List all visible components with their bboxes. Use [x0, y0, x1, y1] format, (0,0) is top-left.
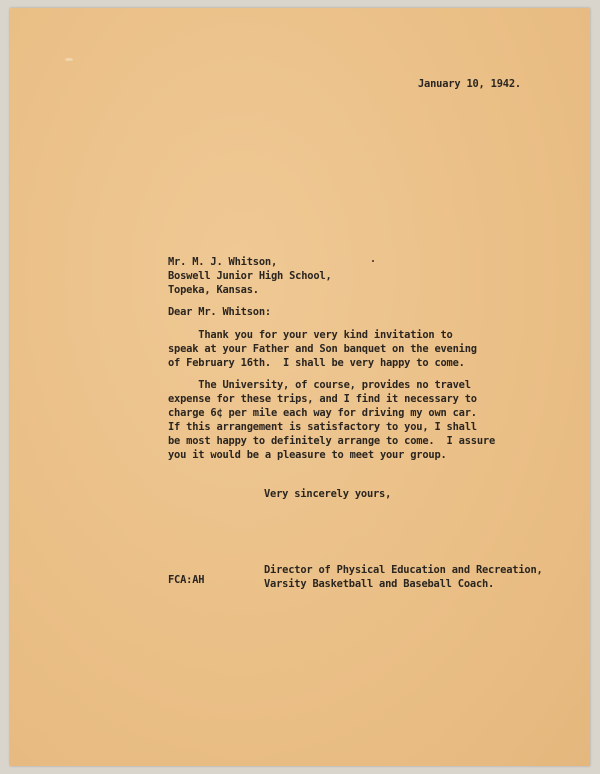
- paragraph1-line2: speak at your Father and Son banquet on the evening: [168, 343, 477, 355]
- address-line-city: Topeka, Kansas.: [168, 284, 259, 296]
- typist-initials: FCA:AH: [168, 574, 205, 586]
- paragraph2-line6: you it would be a pleasure to meet your group.: [168, 449, 447, 461]
- paragraph2-line5: be most happy to definitely arrange to come. I assure: [168, 435, 496, 447]
- closing: Very sincerely yours,: [264, 488, 392, 500]
- address-line-school: Boswell Junior High School,: [168, 270, 332, 282]
- paragraph1-line3: of February 16th. I shall be very happy to come.: [168, 357, 465, 369]
- ink-speck: [372, 260, 374, 262]
- paragraph2-line2: expense for these trips, and I find it necessary to: [168, 393, 477, 405]
- signature-title-line1: Director of Physical Education and Recreation,: [264, 564, 543, 576]
- paragraph1-line1: Thank you for your very kind invitation to: [168, 329, 453, 341]
- signature-title-line2: Varsity Basketball and Baseball Coach.: [264, 578, 495, 590]
- salutation: Dear Mr. Whitson:: [168, 306, 271, 318]
- paper-scuff: [65, 58, 73, 61]
- paragraph2-line3: charge 6¢ per mile each way for driving my own car.: [168, 407, 477, 419]
- letter-page: [10, 8, 590, 766]
- letter-date: January 10, 1942.: [418, 78, 521, 90]
- address-line-name: Mr. M. J. Whitson,: [168, 256, 278, 268]
- paragraph2-line4: If this arrangement is satisfactory to you, I shall: [168, 421, 477, 433]
- paragraph2-line1: The University, of course, provides no travel: [168, 379, 471, 391]
